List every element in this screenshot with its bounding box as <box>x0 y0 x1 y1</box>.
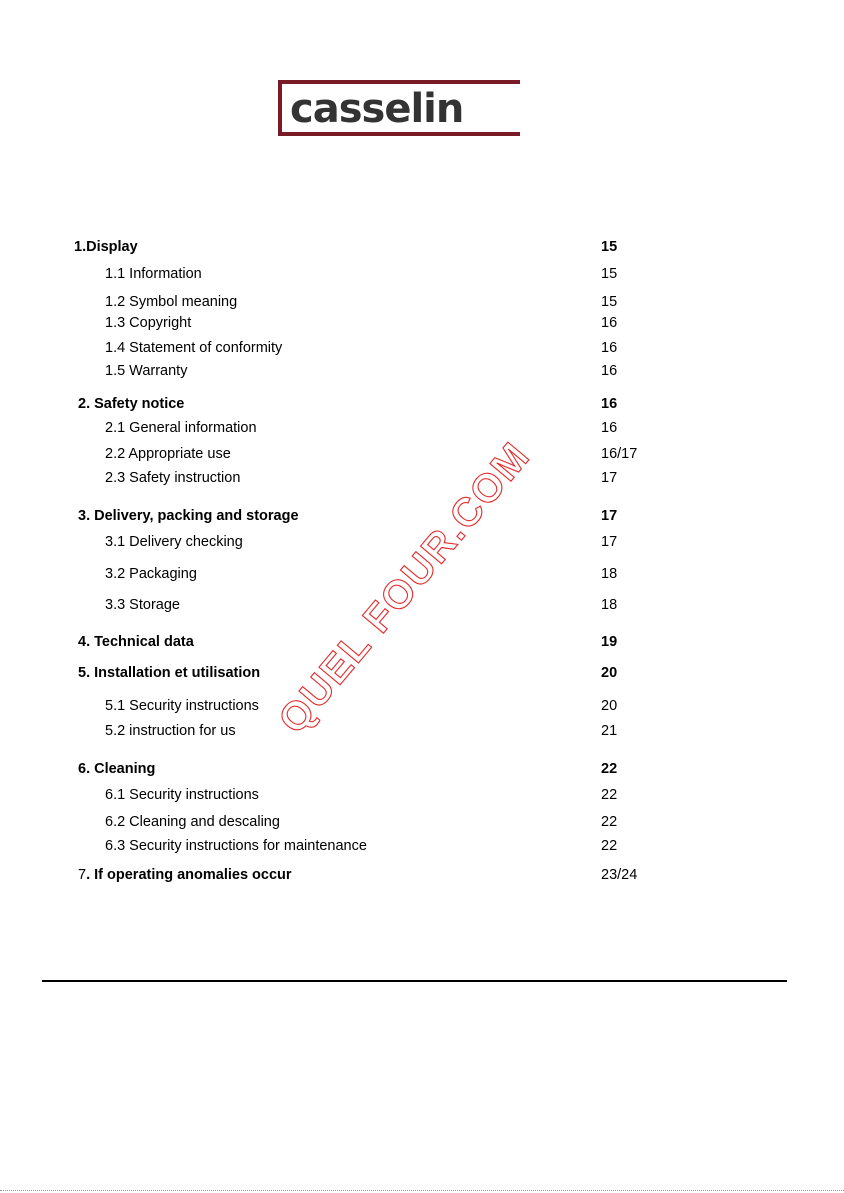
toc-entry-1-4[interactable]: 1.4 Statement of conformity <box>105 340 283 356</box>
toc-page-6: 22 <box>601 761 618 777</box>
toc-page-1-5: 16 <box>601 363 618 379</box>
toc-entry-2-1[interactable]: 2.1 General information <box>105 420 257 436</box>
toc-page-3: 17 <box>601 508 618 524</box>
toc-entry-2-3[interactable]: 2.3 Safety instruction <box>105 470 241 486</box>
toc-page-5: 20 <box>601 665 618 681</box>
toc-entry-4[interactable]: 4. Technical data <box>78 634 194 650</box>
toc-page-3-2: 18 <box>601 566 618 582</box>
toc-page-1-4: 16 <box>601 340 618 356</box>
watermark-text: QUEL FOUR.COM <box>270 433 539 742</box>
toc-page-2-2: 16/17 <box>601 446 638 462</box>
toc-page-6-1: 22 <box>601 787 618 803</box>
toc-page-5-2: 21 <box>601 723 618 739</box>
toc-page-7: 23/24 <box>601 867 638 883</box>
toc-page-2: 16 <box>601 396 618 412</box>
toc-entry-1[interactable]: 1.Display <box>74 239 138 255</box>
toc-entry-5-1[interactable]: 5.1 Security instructions <box>105 698 259 714</box>
toc-page-6-2: 22 <box>601 814 618 830</box>
toc-entry-1-2[interactable]: 1.2 Symbol meaning <box>105 294 238 310</box>
toc-entry-1-5[interactable]: 1.5 Warranty <box>105 363 188 379</box>
toc-entry-6-1[interactable]: 6.1 Security instructions <box>105 787 259 803</box>
toc-entry-6-3[interactable]: 6.3 Security instructions for maintenance <box>105 838 367 854</box>
toc-entry-3-1[interactable]: 3.1 Delivery checking <box>105 534 243 550</box>
toc-page-3-3: 18 <box>601 597 618 613</box>
toc-page-6-3: 22 <box>601 838 618 854</box>
page-bottom-edge <box>0 1190 844 1191</box>
toc-entry-1-1[interactable]: 1.1 Information <box>105 266 202 282</box>
toc-entry-1-3[interactable]: 1.3 Copyright <box>105 315 192 331</box>
toc-page-5-1: 20 <box>601 698 618 714</box>
toc-page-2-1: 16 <box>601 420 618 436</box>
toc-entry-3[interactable]: 3. Delivery, packing and storage <box>78 508 299 524</box>
toc-entry-3-3[interactable]: 3.3 Storage <box>105 597 180 613</box>
toc-page-1-2: 15 <box>601 294 618 310</box>
toc-page-1-1: 15 <box>601 266 618 282</box>
toc-page-2-3: 17 <box>601 470 618 486</box>
toc-entry-2-2[interactable]: 2.2 Appropriate use <box>105 446 231 462</box>
toc-entry-6-2[interactable]: 6.2 Cleaning and descaling <box>105 814 280 830</box>
logo-text: casselin <box>290 86 464 132</box>
toc-entry-5-2[interactable]: 5.2 instruction for us <box>105 723 236 739</box>
toc-page-4: 19 <box>601 634 618 650</box>
toc-page-1-3: 16 <box>601 315 618 331</box>
toc-page-3-1: 17 <box>601 534 618 550</box>
toc-entry-7[interactable]: 7. If operating anomalies occur <box>78 867 292 883</box>
toc-entry-6[interactable]: 6. Cleaning <box>78 761 156 777</box>
toc-entry-2[interactable]: 2. Safety notice <box>78 396 185 412</box>
toc-page-1: 15 <box>601 239 618 255</box>
footer-rule <box>42 980 787 982</box>
toc-entry-5[interactable]: 5. Installation et utilisation <box>78 665 261 681</box>
toc-entry-3-2[interactable]: 3.2 Packaging <box>105 566 197 582</box>
casselin-logo <box>278 80 520 136</box>
